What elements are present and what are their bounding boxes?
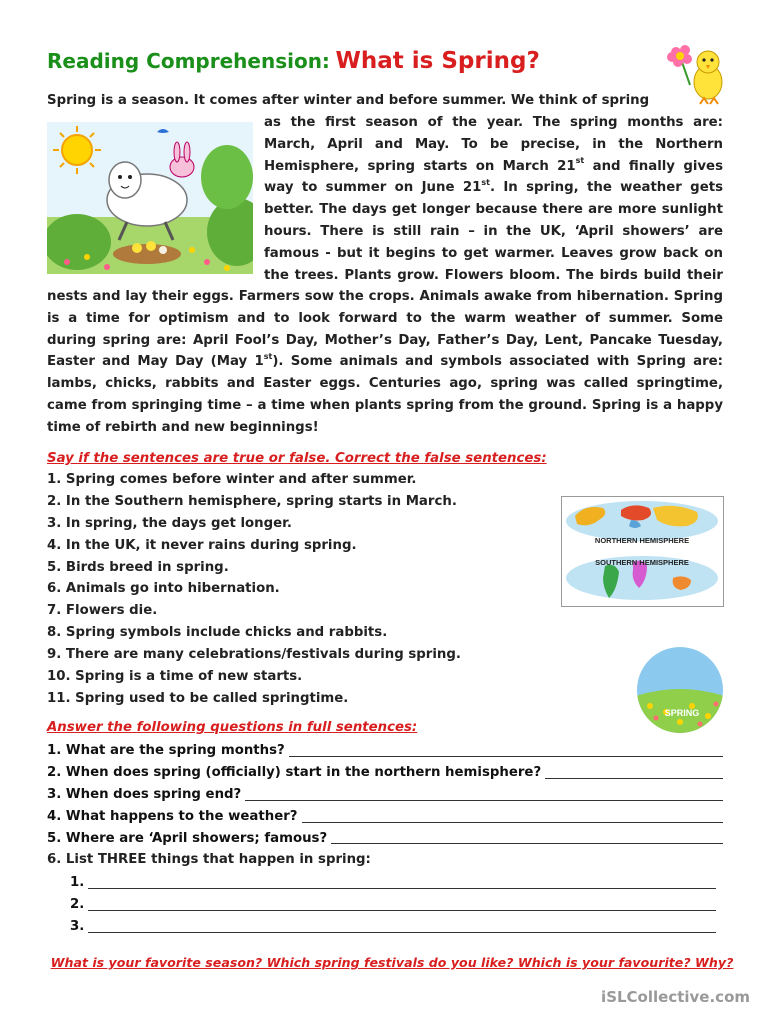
reading-line: lambs, chicks, rabbits and Easter eggs. Centuries ago, spring was called springtime, [47,376,723,392]
true-false-item: 6. Animals go into hibernation. [47,581,280,597]
closing-question: What is your favorite season? Which spring festivals do you like? Which is your favourite? Why? [50,955,734,970]
reading-line: March, April and May. To be precise, in the Northern [264,136,723,152]
sub-answer-number: 1. [70,874,85,890]
reading-full-lines [47,286,723,439]
true-false-item: 3. In spring, the days get longer. [47,515,292,531]
true-false-item: 1. Spring comes before winter and after summer. [47,472,417,487]
reading-line: is a time for optimism and to look forward to the warm weather of summer. Some [47,310,723,326]
spring-badge-image [636,646,724,734]
reading-line: way to summer on June 21st. In spring, the weather gets [264,177,723,196]
chick-flower-icon [660,40,730,108]
question-row [47,740,723,762]
title-prefix: Reading Comprehension: [47,49,330,73]
reading-line: time of rebirth and new beginnings! [47,419,319,435]
questions-heading: Answer the following questions in full sentences: [47,720,418,735]
spring-lamb-illustration [47,122,253,274]
question-text: 5. Where are ‘April showers; famous? [47,830,328,846]
true-false-heading: Say if the sentences are true or false. Correct the false sentences: [47,451,547,466]
question-text: 2. When does spring (officially) start in the northern hemisphere? [47,764,542,780]
question-row [47,784,723,806]
reading-line: famous - but it begins to get warmer. Leaves grow back on [264,245,723,261]
reading-wrapped-lines [264,112,723,286]
true-false-list [47,469,461,710]
question-row [47,806,723,828]
sub-answer-number: 3. [70,918,85,934]
true-false-item: 2. In the Southern hemisphere, spring starts in March. [47,493,457,509]
answer-blank[interactable] [545,777,723,779]
true-false-item: 11. Spring used to be called springtime. [47,690,349,706]
northern-hemisphere-label: NORTHERN HEMISPHERE [594,536,690,545]
reading-line: during spring are: April Fool’s Day, Mother’s Day, Father’s Day, Lent, Pancake Tuesday, [47,332,723,348]
true-false-item: 7. Flowers die. [47,603,158,619]
question-text: 1. What are the spring months? [47,742,285,758]
reading-line: Hemisphere, spring starts on March 21st and finally gives [264,156,723,174]
true-false-item: 9. There are many celebrations/festivals during spring. [47,647,461,663]
reading-line: hours. There is still rain – in the UK, ‘April showers’ are [264,223,723,239]
reading-line: as the first season of the year. The spring months are: [264,115,723,130]
world-map-image [561,496,724,607]
question-row [47,828,723,850]
reading-line: Spring is a season. It comes after winter and before summer. We think of spring [47,93,650,108]
answer-blank[interactable] [88,887,716,889]
sub-answer-row [70,894,716,916]
true-false-item: 5. Birds breed in spring. [47,559,229,575]
footer-watermark: iSLCollective.com [601,988,750,1006]
question-text: 4. What happens to the weather? [47,808,298,824]
southern-hemisphere-label: SOUTHERN HEMISPHERE [595,558,689,567]
answer-blank[interactable] [88,931,716,933]
answer-blank[interactable] [302,821,723,823]
true-false-item: 4. In the UK, it never rains during spring. [47,537,357,553]
answer-blank[interactable] [88,909,716,911]
sub-answer-row [70,916,716,938]
question-row [47,762,723,784]
answer-blank[interactable] [331,842,723,844]
reading-line: Easter and May Day (May 1st). Some animals and symbols associated with Spring are: [47,351,723,370]
sub-answer-row [70,872,716,894]
reading-line: the trees. Plants grow. Flowers bloom. The birds build their [264,267,723,283]
answer-blank[interactable] [289,755,723,757]
true-false-item: 8. Spring symbols include chicks and rabbits. [47,625,388,641]
question-text: 3. When does spring end? [47,786,242,802]
reading-first-line [47,90,657,112]
list-prompt: 6. List THREE things that happen in spring: [47,852,371,867]
answer-blank[interactable] [245,799,723,801]
sub-answer-number: 2. [70,896,85,912]
reading-line: better. The days get longer because there are more sunlight [264,202,723,218]
page-title [47,48,540,74]
spring-badge-label: SPRING [664,708,700,718]
reading-line: nests and lay their eggs. Farmers sow the crops. Animals awake from hibernation. Spring [47,289,723,304]
reading-line: came from springing time – a time when plants spring from the ground. Spring is a happy [47,397,723,413]
list-prompt-wrapper [47,849,371,871]
true-false-item: 10. Spring is a time of new starts. [47,669,303,685]
title-main: What is Spring? [335,48,540,74]
